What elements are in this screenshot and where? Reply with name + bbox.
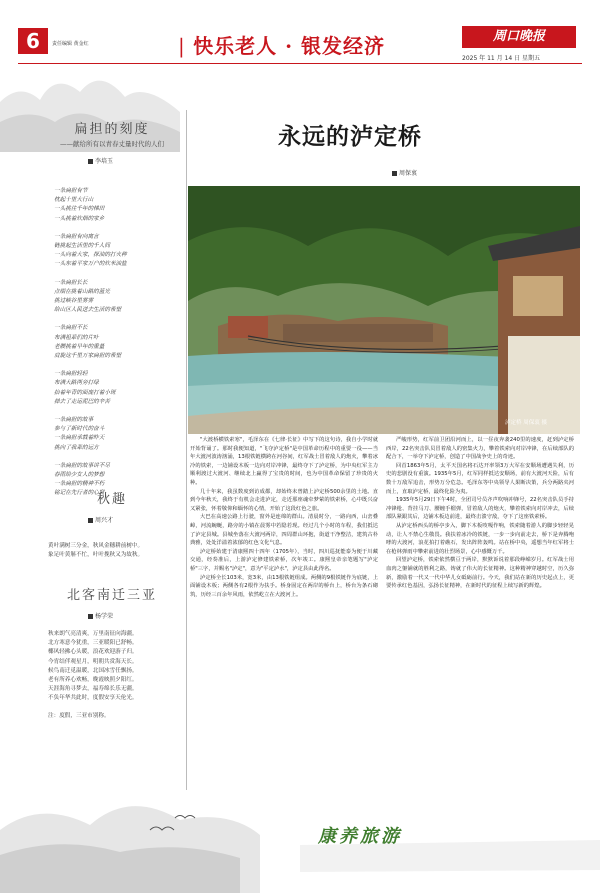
stanza-line: 挑过峡谷里雾雾 bbox=[54, 298, 94, 305]
poem-1-byline bbox=[88, 156, 176, 165]
poem-3-body bbox=[48, 630, 176, 704]
poem-1-subtitle: ——献给所有以青春丈量时代的人们 bbox=[60, 140, 164, 148]
byline-square-icon bbox=[88, 518, 93, 523]
stanza-line: 老腰挑着早年的重量 bbox=[54, 343, 105, 350]
header-rule bbox=[18, 63, 582, 64]
byline-square-icon bbox=[88, 159, 93, 164]
stanza-line: 一条扁担的故事讲不尽 bbox=[54, 462, 110, 469]
stanza-line: 枕起十里大行山 bbox=[54, 197, 94, 204]
poem-1-author: 李培玉 bbox=[95, 158, 114, 165]
ink-landscape-bottom bbox=[0, 790, 600, 893]
stanza bbox=[54, 370, 176, 407]
stanza-line: 一条扁担长长 bbox=[54, 279, 88, 286]
poem-column-3 bbox=[48, 584, 176, 721]
section-divider: | bbox=[178, 34, 194, 58]
byline-square-icon bbox=[88, 614, 93, 619]
poem-3-line: 椰风轻拂心头暖，浪花欢迎游子归。 bbox=[48, 649, 138, 656]
poem-1-stanzas bbox=[48, 187, 176, 499]
poem-3-author: 杨学荣 bbox=[95, 613, 114, 620]
stanza-line: 一条扁担有节 bbox=[54, 188, 88, 194]
poem-3-line: 秋来朗气亮清爽，万里南征向海疆。 bbox=[48, 631, 138, 637]
stanza-line: 一头东着平家万户的炊米油盐 bbox=[54, 261, 127, 268]
poem-2-byline bbox=[88, 515, 176, 524]
article-author: 周保衷 bbox=[399, 170, 418, 177]
poem-2-title: 秋趣 bbox=[96, 492, 127, 507]
stanza-line: 挑向了我辈的远方 bbox=[54, 444, 99, 451]
stanza-line: 肩旋这千里万家扁担的希望 bbox=[54, 353, 122, 360]
poem-3-note: 注：度假，三亚市别称。 bbox=[48, 712, 110, 719]
poem-2-author: 周兴才 bbox=[95, 517, 114, 524]
stanza-line: 给山区人民送去生活的希望 bbox=[54, 307, 122, 314]
article-column-1 bbox=[190, 436, 378, 599]
article-paragraph: 回首1863年5月，太平天国名将石达开率领3万大军在安顺场遭遇失利，历史的悲剧没有重演。1935年5月，红军同样抵达安顺场，前有大渡河天险，后有数十万敌军追击，形势万分危急。毛泽东等中央领导人果断决策，兵分两路夹河而上，直取泸定桥，最终化险为夷。 bbox=[386, 462, 574, 495]
luding-bridge-photo bbox=[188, 186, 580, 434]
article-paragraph: 严峻形势，红军前卫团沿河而上，以一昼夜奔袭240里的速度，赶到泸定桥西岸，22名突击队员冒着敌人的密集火力，攀着铁索向对岸冲锋，在后续部队的配合下，一举夺下泸定桥，创造了中国战争史上的奇迹。 bbox=[386, 437, 574, 461]
section-title bbox=[178, 30, 385, 59]
poem-column-1 bbox=[48, 118, 176, 508]
article-paragraph: 泸定桥始建于清康熙四十四年（1705年），当时，四川巡抚能泰为便于川藏交通，经奏准后，上游泸定修建铁索桥，次年竣工。康熙皇帝亲笔题写"泸定桥"三字，并赐名"泸定"，意为"平定泸水"，泸定县由此得名。 bbox=[190, 548, 378, 572]
byline-square-icon bbox=[392, 171, 397, 176]
stanza-line: 点缀在挑着山路的蓝光 bbox=[54, 288, 110, 295]
article-paragraph: 泸定桥全长103米，宽3米，由13根铁链组成。两侧的9根铁链作为底链，上面铺设木板；两侧各有2根作为扶手。桥身固定在两岸的桥台上，桥台为条石砌筑，历经三百余年风雨，依然屹立在大渡河上。 bbox=[190, 574, 378, 598]
section-title-text: 快乐老人 · 银发经济 bbox=[193, 34, 385, 58]
stanza-line: 一条扁担轻轻 bbox=[54, 371, 88, 378]
article-title: 永远的泸定桥 bbox=[278, 123, 422, 150]
stanza-line: 抬着年青的面庞打着小斑 bbox=[54, 389, 116, 396]
poem-3-line: 北方寒意今犹重，三亚暖阳已舒畅。 bbox=[48, 640, 138, 647]
stanza-line: 一条扁担承载着昨天 bbox=[54, 435, 105, 442]
stanza-line: 参与了新时代的奋斗 bbox=[54, 426, 105, 433]
poem-column-2 bbox=[48, 488, 176, 560]
date-line: 2025 年 11 月 14 日 星期五 bbox=[462, 55, 540, 62]
stanza-line: 布满祖辈们的片叶 bbox=[54, 334, 99, 341]
poem-3-line: 老有所养心欢畅，晚霞映照夕阳红。 bbox=[48, 677, 138, 684]
article-byline bbox=[392, 168, 417, 177]
editor-line: 责任编辑 黄金红 bbox=[52, 41, 89, 47]
stanza-line: 一头挑着炊烟的家乡 bbox=[54, 215, 105, 222]
page-number: 6 bbox=[18, 28, 48, 54]
article-paragraph: "大渡桥横铁索寒"，毛泽东在《七律·长征》中写下的这句诗，我自小学时就开始背诵了。那时我便知道，"飞夺泸定桥"是中国革命历程中的重要一役——当年大渡河波涛汹涌，13根铁链横跨在河谷间，红军战士冒着敌人的炮火，攀着冰冷的铁索，一边铺设木板一边向对岸冲锋，最终夺下了泸定桥，为中央红军主力顺利渡过大渡河、继续北上赢得了宝贵的时间，也为中国革命保留了珍贵的火种。 bbox=[190, 437, 378, 486]
article-paragraph: 1935年5月29日下午4时，全团司号员齐声吹响冲锋号，22名突击队员手持冲锋枪、背挂马刀、腰缠手榴弹，冒着敌人的炮火，攀着铁索向对岸冲去，后续部队紧跟其后，边铺木板边前进，最终击溃守敌，夺下了这座铁索桥。 bbox=[386, 497, 574, 521]
stanza-line: 布满大路两旁打绿 bbox=[54, 380, 99, 387]
stanza bbox=[54, 187, 176, 224]
poem-2-body bbox=[48, 542, 176, 560]
article-paragraph: 大巴在高速公路上行驶，窗外是连绵的群山。清晨时分，一路向西，山峦叠嶂，河流蜿蜒，路旁的小镇在晨雾中若隐若现。经过几个小时的车程，我们抵达了泸定县城。县城坐落在大渡河两岸，四周群山环抱，街道干净整洁，建筑古朴典雅，处处洋溢着浓郁的红色文化气息。 bbox=[190, 514, 378, 547]
stanza bbox=[54, 233, 176, 270]
article-paragraph: 几十年来，我虽数度到访成都，却始终未曾踏上泸定桥500余里的土地。直到今年秋天，我终于有机会走进泸定，走近那座魂牵梦萦的铁索桥，心中既兴奋又紧张，怀着敬仰和缅怀的心情，开始了这段红色之旅。 bbox=[190, 488, 378, 512]
footer-banner-text: 康养旅游 bbox=[318, 826, 402, 847]
poem-3-line: 候鸟南迁觅温暖，北国冰雪任飘扬。 bbox=[48, 667, 138, 674]
stanza bbox=[54, 324, 176, 361]
stanza-line: 一条扁担的精神不朽 bbox=[54, 481, 105, 488]
article-paragraph: 回望泸定桥，铁索依然横亘于两岸，默默诉说着那段峥嵘岁月。红军战士用血肉之躯铺就的胜利之路，铸就了伟大的长征精神。这种精神穿越时空，历久弥新，激励着一代又一代中华儿女砥砺前行。今天，我们站在新的历史起点上，更要传承红色基因，弘扬长征精神，在新时代的征程上续写新的辉煌。 bbox=[386, 557, 574, 590]
poem-3-line: 天涯海角寻梦去，福寿绵长乐无疆。 bbox=[48, 686, 138, 693]
stanza-line: 一条扁担有向寓言 bbox=[54, 233, 99, 240]
photo-caption: 泸定桥 周保衷 摄 bbox=[505, 420, 547, 426]
article-paragraph: 从泸定桥西头的桥亭步入，脚下木板吱嘎作响，铁索随着游人的脚步轻轻晃动，让人不禁心生敬畏。我扶着冰冷的铁链，一步一步向前走去，桥下是奔腾咆哮的大渡河，浪花拍打着礁石，发出阵阵轰鸣。站在桥中央，遥想当年红军将士在枪林弹雨中攀索前进的壮烈场景，心中感慨万千。 bbox=[386, 522, 574, 555]
newspaper-logo: 周口晚报 bbox=[462, 26, 576, 48]
poem-2-line: 象足叶黄斛不忙，叶叶挽秋又为故秋。 bbox=[48, 552, 144, 559]
article-column-2 bbox=[386, 436, 574, 591]
poem-3-line: 今宵结伴观星月，明朝共赏海天长。 bbox=[48, 658, 138, 665]
column-divider bbox=[186, 110, 187, 790]
stanza-line: 铭记在先行者的心窝 bbox=[54, 490, 105, 497]
stanza bbox=[54, 279, 176, 316]
stanza-line: 一条扁担的故事 bbox=[54, 417, 94, 424]
poem-1-title: 扁担的刻度 bbox=[74, 122, 150, 137]
stanza-line: 一头向着大家，探油的打火种 bbox=[54, 252, 127, 259]
stanza-line: 一头挑往千年的梯田 bbox=[54, 206, 105, 213]
poem-3-byline bbox=[88, 611, 176, 620]
poem-2-line: 黄叶满树三分金，秋风金穗耕前树中。 bbox=[48, 543, 144, 549]
stanza-line: 春雨给少女人的梦想 bbox=[54, 472, 105, 479]
poem-3-title: 北客南迁三亚 bbox=[66, 588, 157, 603]
stanza-line: 链挑起生活里的千人间 bbox=[54, 243, 110, 250]
stanza bbox=[54, 416, 176, 453]
stanza-line: 一条扁担不长 bbox=[54, 325, 88, 332]
poem-3-line: 不负年华共此时，度假安享天伦光。 bbox=[48, 695, 138, 702]
stanza-line: 掸去了走运泥巴的辛苦 bbox=[54, 398, 110, 405]
